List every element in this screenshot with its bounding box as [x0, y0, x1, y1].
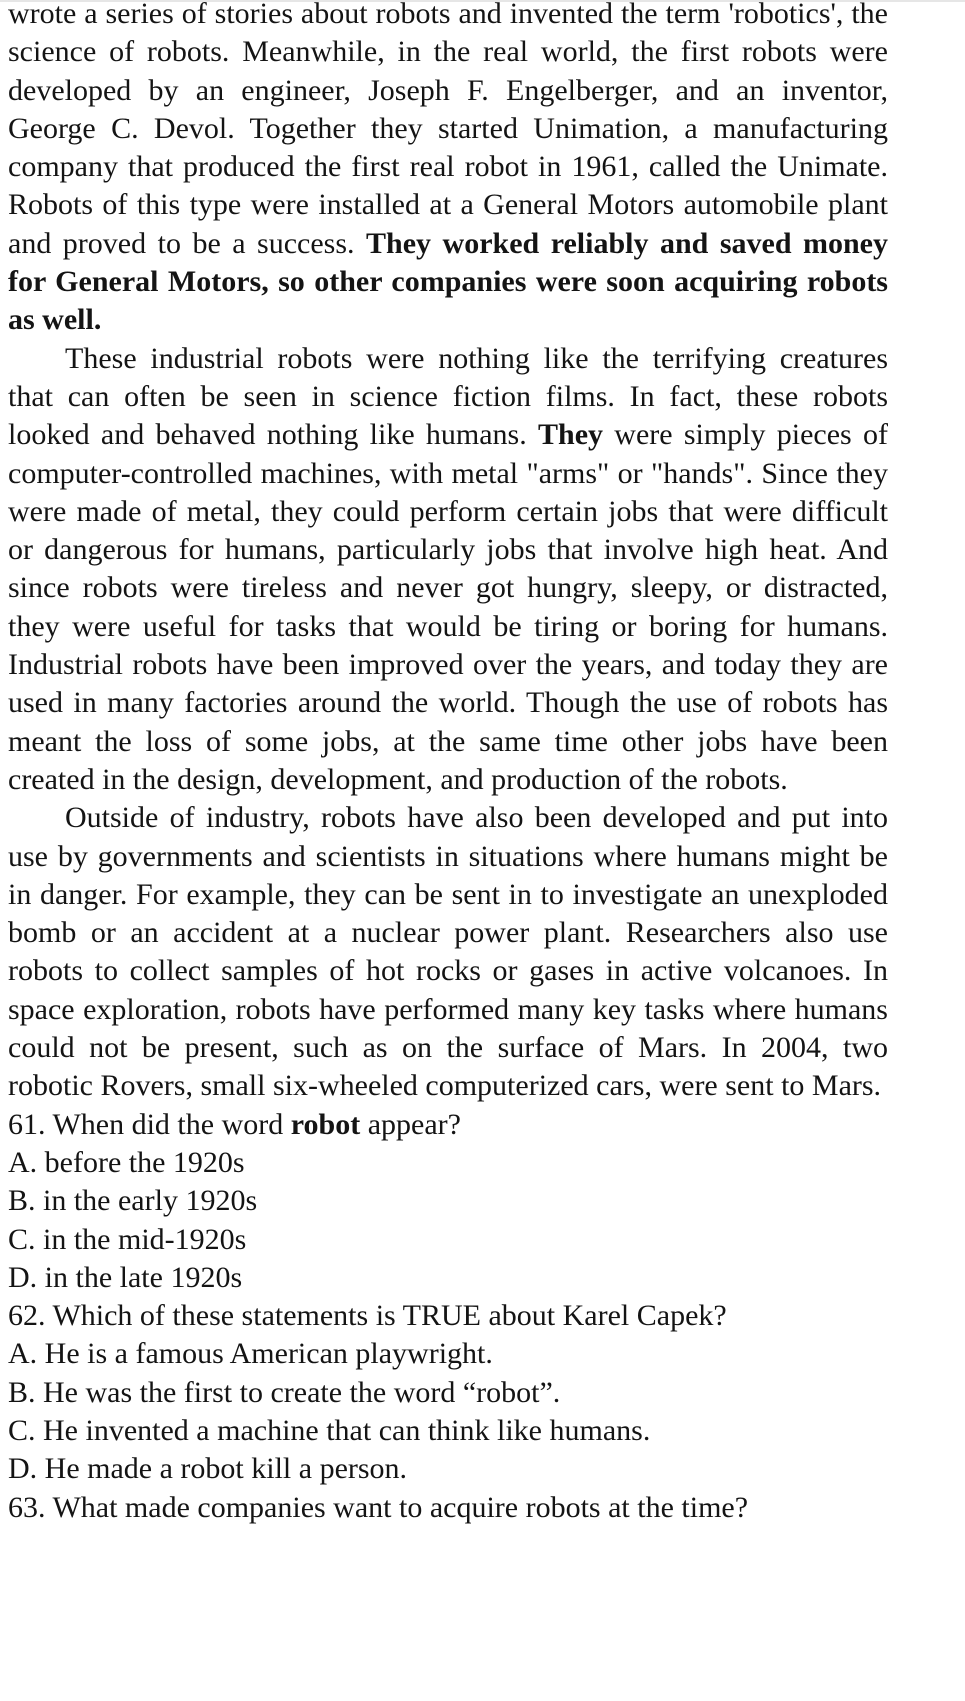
paragraph-1-bold-sentence: They worked reliably and saved money for General Motors, so other companies were soon acquiring robots as well.	[8, 226, 888, 337]
paragraph-2-bold-word: They	[538, 418, 604, 452]
question-61-stem-start: 61. When did the word	[8, 1107, 291, 1141]
question-61-option-d: D. in the late 1920s	[8, 1260, 243, 1294]
question-62: 62. Which of these statements is TRUE about Karel Capek?	[8, 1299, 727, 1333]
paragraph-3: Outside of industry, robots have also been developed and put into use by governments and scientists in situations where humans might be in danger. For example, they can be sent in to investigate an unexploded bomb or an accident at a nuclear power plant. Researchers also use robots to collect samples of hot rocks or gases in active volcanoes. In space exploration, robots have performed many key tasks where humans could not be present, such as on the surface of Mars. In 2004, two robotic Rovers, small six-wheeled computerized cars, were sent to Mars.	[8, 801, 888, 1103]
question-63-cut-off: 63. What made companies want to acquire robots at the time?	[8, 1490, 749, 1524]
question-62-option-d: D. He made a robot kill a person.	[8, 1452, 408, 1486]
question-61-option-c: C. in the mid-1920s	[8, 1222, 247, 1256]
question-61	[8, 1106, 888, 1144]
paragraph-1-text: wrote a series of stories about robots and invented the term 'robotics', the science of robots. Meanwhile, in the real world, the first robots were developed by an engineer, Joseph F. Engelberger, and an inventor, George C. Devol. Together they started Unimation, a manufacturing company that produced the first real robot in 1961, called the Unimate. Robots of this type were installed at a General Motors automobile plant and proved to be a success.	[8, 0, 888, 260]
question-61-stem-end: appear?	[360, 1107, 461, 1141]
question-61-option-a: A. before the 1920s	[8, 1145, 245, 1179]
paragraph-2-rest: were simply pieces of computer-controlled machines, with metal "arms" or "hands". Since they were made of metal, they could perform certain jobs that were difficult or dangerous for humans, particularly jobs that involve high heat. And since robots were tireless and never got hungry, sleepy, or distracted, they were useful for tasks that would be tiring or boring for humans. Industrial robots have been improved over the years, and today they are used in many factories around the world. Though the use of robots has meant the loss of some jobs, at the same time other jobs have been created in the design, development, and production of the robots.	[8, 418, 888, 796]
question-61-keyword: robot	[290, 1107, 361, 1141]
paragraph-2	[8, 340, 888, 800]
paragraph-2-lead: These industrial robots were nothing like the terrifying creatures that can often be seen in science fiction films. In fact, these robots looked and behaved nothing like humans.	[8, 341, 888, 452]
question-62-option-a: A. He is a famous American playwright.	[8, 1337, 493, 1371]
question-62-option-b: B. He was the first to create the word “robot”.	[8, 1375, 561, 1409]
question-62-option-c: C. He invented a machine that can think like humans.	[8, 1413, 651, 1447]
reading-passage	[8, 0, 888, 1527]
paragraph-1	[8, 0, 888, 340]
question-61-option-b: B. in the early 1920s	[8, 1184, 258, 1218]
